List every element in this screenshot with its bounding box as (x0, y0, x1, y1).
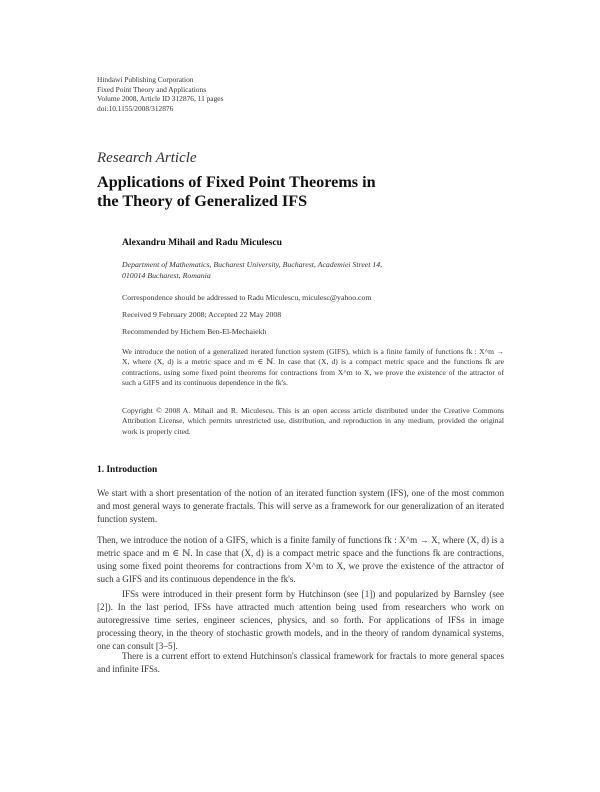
title-line-1: Applications of Fixed Point Theorems in (97, 173, 376, 191)
doi[interactable]: doi:10.1155/2008/312876 (97, 103, 174, 113)
article-type: Research Article (97, 150, 197, 166)
authors: Alexandru Mihail and Radu Miculescu (122, 237, 282, 248)
correspondence: Correspondence should be addressed to Radu Miculescu, miculesc@yahoo.com (122, 293, 372, 302)
journal-header (97, 75, 223, 113)
section-heading: 1. Introduction (97, 465, 158, 475)
article-title (97, 173, 517, 211)
publisher-name: Hindawi Publishing Corporation (97, 75, 194, 84)
volume-info: Volume 2008, Article ID 312876, 11 pages (97, 94, 224, 104)
intro-paragraph-2: Then, we introduce the notion of a GIFS, which is a finite family of functions fk : X^m → X, where (X, d) is a metric space and m ∈ ℕ. In case that (X, d) is a compact metric space and the functions fk are contractions, using some fixed point theorems for contractions from X^m to X, we prove the existence of the attractor of such a GIFS and its continuous dependence in the fk's. (97, 535, 504, 584)
abstract: We introduce the notion of a generalized iterated function system (GIFS), which is a finite family of functions fk : X^m → X, where (X, d) is a metric space and m ∈ ℕ. In case that (X, d) is a compact metric space and the functions fk are contractions, using some fixed point theorems for contractions from X^m to X, we prove the existence of the attractor of such a GIFS and its continuous dependence in the fk's. (122, 347, 504, 387)
title-line-2: the Theory of Generalized IFS (97, 192, 308, 210)
recommended-by: Recommended by Hichem Ben-El-Mechaiekh (122, 327, 267, 336)
copyright-notice: Copyright © 2008 A. Mihail and R. Miculescu. This is an open access article distributed under the Creative Commons Attribution License, which permits unrestricted use, distribution, and reproduction in any medium, provided the original work is properly cited. (122, 406, 504, 436)
intro-paragraph-4: There is a current effort to extend Hutchinson's classical framework for fractals to more general spaces and infinite IFSs. (97, 651, 504, 674)
affiliation-line-2: 010014 Bucharest, Romania (122, 270, 211, 280)
affiliation (122, 260, 522, 281)
affiliation-line-1: Department of Mathematics, Bucharest University, Bucharest, Academiei Street 14, (122, 260, 383, 269)
intro-paragraph-1: We start with a short presentation of the notion of an iterated function system (IFS), one of the most common and most general ways to generate fractals. This will serve as a framework for our generalization of an iterated function system. (97, 488, 504, 524)
journal-name: Fixed Point Theory and Applications (97, 84, 207, 94)
intro-paragraph-3: IFSs were introduced in their present form by Hutchinson (see [1]) and popularized by Barnsley (see [2]). In the last period, IFSs have attracted much attention being used from researchers who work on autoregressive time series, engineer sciences, physics, and so forth. For applications of IFSs in image processing theory, in the theory of stochastic growth models, and in the theory of random dynamical systems, one can consult [3–5]. (97, 589, 504, 651)
dates: Received 9 February 2008; Accepted 22 May 2008 (122, 310, 282, 319)
